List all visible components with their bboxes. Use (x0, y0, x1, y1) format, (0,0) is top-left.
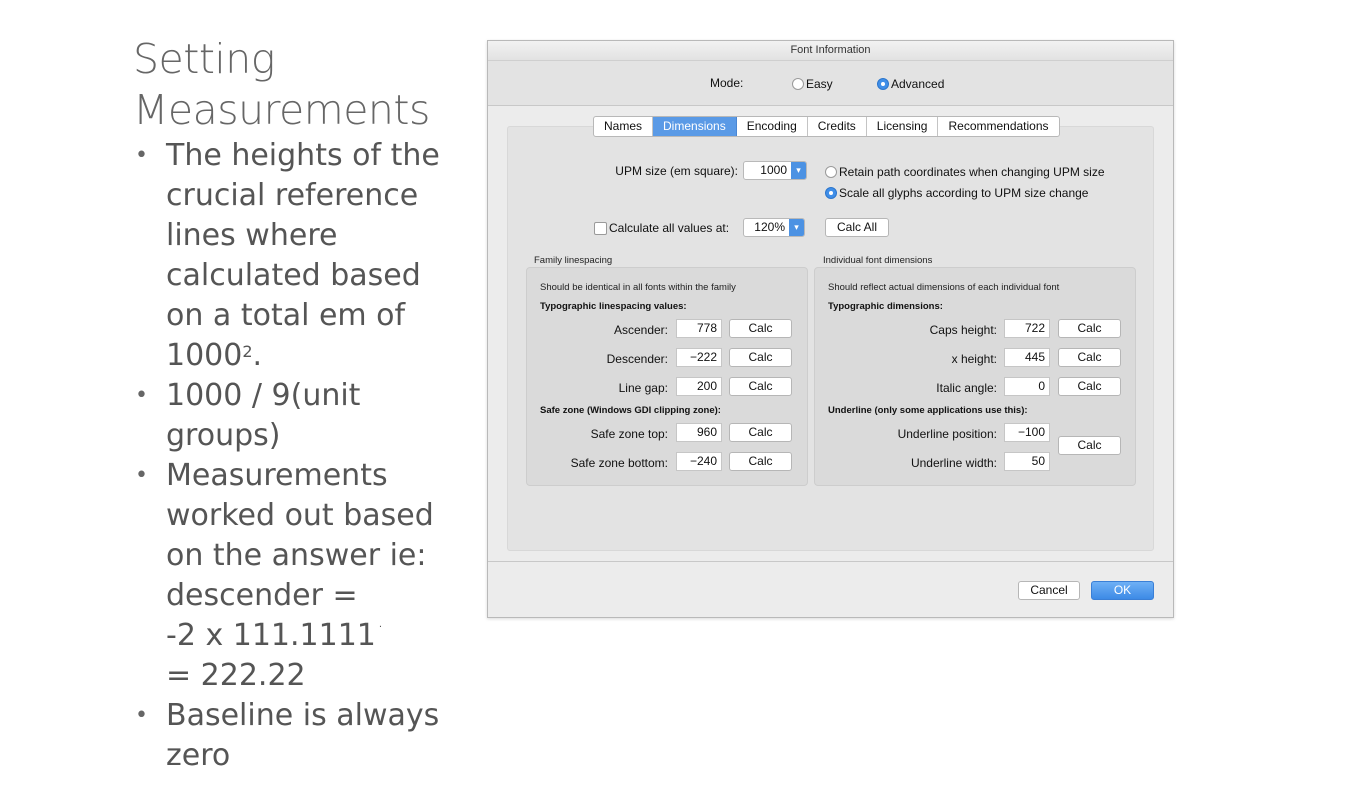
family-typo-heading: Typographic linespacing values: (540, 301, 687, 312)
individual-note: Should reflect actual dimensions of each individual font (828, 282, 1060, 293)
bullet-dot-icon: • (135, 383, 148, 408)
stray-dot-icon: · (378, 622, 383, 633)
mode-bar (488, 61, 1173, 106)
italic-angle-label: Italic angle: (936, 381, 997, 395)
underline-position-field[interactable]: −100 (1004, 423, 1050, 442)
bullet-line: 1000 / 9(unit (166, 378, 361, 413)
line-gap-field[interactable]: 200 (676, 377, 722, 396)
bullet-item (133, 456, 463, 696)
radio-off-icon (792, 78, 804, 90)
formula-line: -2 x 111.1111 (166, 618, 376, 653)
upm-size-combo[interactable] (743, 161, 807, 180)
safe-zone-heading: Safe zone (Windows GDI clipping zone): (540, 405, 721, 416)
family-linespacing-title: Family linespacing (534, 255, 613, 266)
ok-button[interactable]: OK (1091, 581, 1154, 600)
calculate-all-label: Calculate all values at: (609, 221, 730, 235)
calc-italic-angle-button[interactable]: Calc (1058, 377, 1121, 396)
calc-percent-combo[interactable] (743, 218, 805, 237)
bullet-line: Baseline is always (166, 698, 440, 733)
safe-zone-bottom-field[interactable]: −240 (676, 452, 722, 471)
bullet-line (166, 336, 463, 376)
bullet-line: crucial reference (166, 178, 419, 213)
bullet-list (133, 136, 463, 776)
slide-title (133, 34, 473, 136)
calc-line-gap-button[interactable]: Calc (729, 377, 792, 396)
family-note: Should be identical in all fonts within the family (540, 282, 736, 293)
bullet-line: zero (166, 738, 231, 773)
mode-label: Mode: (710, 76, 744, 90)
dialog-titlebar[interactable]: Font Information (488, 41, 1173, 61)
bullet-line: on a total em of (166, 298, 406, 333)
radio-off-icon (825, 166, 837, 178)
em-value: 1000 (166, 338, 243, 373)
caps-height-label: Caps height: (929, 323, 997, 337)
bullet-line: groups) (166, 418, 281, 453)
x-height-label: x height: (951, 352, 997, 366)
chevron-down-icon: ▾ (789, 219, 804, 236)
scale-glyphs-label: Scale all glyphs according to UPM size change (839, 185, 1089, 200)
bullet-line: calculated based (166, 258, 421, 293)
bullet-line: worked out based (166, 498, 434, 533)
tab-dimensions[interactable]: Dimensions (653, 117, 737, 136)
bullet-line (166, 616, 463, 656)
bullet-line: The heights of the (166, 138, 440, 173)
retain-path-label: Retain path coordinates when changing UPM size (839, 164, 1105, 179)
descender-label: Descender: (606, 352, 668, 366)
font-information-dialog (487, 40, 1174, 618)
calculate-all-checkbox[interactable] (594, 222, 607, 235)
italic-angle-field[interactable]: 0 (1004, 377, 1050, 396)
bullet-dot-icon: • (135, 703, 148, 728)
period: . (252, 338, 263, 373)
calc-caps-height-button[interactable]: Calc (1058, 319, 1121, 338)
calc-safe-bottom-button[interactable]: Calc (729, 452, 792, 471)
safe-zone-top-field[interactable]: 960 (676, 423, 722, 442)
calc-underline-button[interactable]: Calc (1058, 436, 1121, 455)
tab-bar (593, 116, 1060, 137)
tab-recommendations[interactable]: Recommendations (948, 119, 1049, 133)
individual-dimensions-title: Individual font dimensions (823, 255, 933, 266)
calc-all-button[interactable]: Calc All (825, 218, 889, 237)
upm-label: UPM size (em square): (615, 164, 738, 178)
mode-easy-label: Easy (806, 76, 833, 91)
mode-easy-radio[interactable] (792, 76, 833, 91)
bullet-line: lines where (166, 218, 338, 253)
ascender-label: Ascender: (613, 323, 668, 337)
ascender-field[interactable]: 778 (676, 319, 722, 338)
bullet-line: Measurements (166, 458, 388, 493)
slide-title-line: Measurements (133, 86, 430, 134)
retain-path-radio[interactable] (825, 164, 1105, 179)
underline-width-label: Underline width: (910, 456, 997, 470)
safe-zone-bottom-label: Safe zone bottom: (570, 456, 668, 470)
bullet-dot-icon: • (135, 143, 148, 168)
footer-divider (488, 561, 1173, 562)
cancel-button[interactable]: Cancel (1018, 581, 1080, 600)
tab-licensing[interactable]: Licensing (867, 117, 939, 136)
bullet-line: = 222.22 (166, 658, 306, 693)
upm-size-value: 1000 (760, 163, 787, 177)
bullet-dot-icon: • (135, 463, 148, 488)
calc-descender-button[interactable]: Calc (729, 348, 792, 367)
individual-typo-heading: Typographic dimensions: (828, 301, 943, 312)
calc-percent-value: 120% (754, 220, 785, 234)
underline-position-label: Underline position: (897, 427, 997, 441)
bullet-line: on the answer ie: (166, 538, 427, 573)
bullet-item (133, 376, 463, 456)
bullet-item (133, 696, 463, 776)
superscript: 2 (242, 342, 253, 361)
x-height-field[interactable]: 445 (1004, 348, 1050, 367)
underline-heading: Underline (only some applications use this): (828, 405, 1028, 416)
bullet-line: descender = (166, 578, 358, 613)
tab-encoding[interactable]: Encoding (737, 117, 808, 136)
calc-ascender-button[interactable]: Calc (729, 319, 792, 338)
line-gap-label: Line gap: (618, 381, 668, 395)
underline-width-field[interactable]: 50 (1004, 452, 1050, 471)
scale-glyphs-radio[interactable] (825, 185, 1088, 200)
slide-title-line: Setting (133, 35, 275, 83)
descender-field[interactable]: −222 (676, 348, 722, 367)
tab-credits[interactable]: Credits (808, 117, 867, 136)
safe-zone-top-label: Safe zone top: (590, 427, 668, 441)
radio-on-icon (877, 78, 889, 90)
caps-height-field[interactable]: 722 (1004, 319, 1050, 338)
calc-safe-top-button[interactable]: Calc (729, 423, 792, 442)
chevron-down-icon: ▾ (791, 162, 806, 179)
mode-advanced-label: Advanced (891, 76, 945, 91)
radio-on-icon (825, 187, 837, 199)
tab-names[interactable]: Names (594, 117, 653, 136)
mode-advanced-radio[interactable] (877, 76, 944, 91)
bullet-item (133, 136, 463, 376)
calc-x-height-button[interactable]: Calc (1058, 348, 1121, 367)
